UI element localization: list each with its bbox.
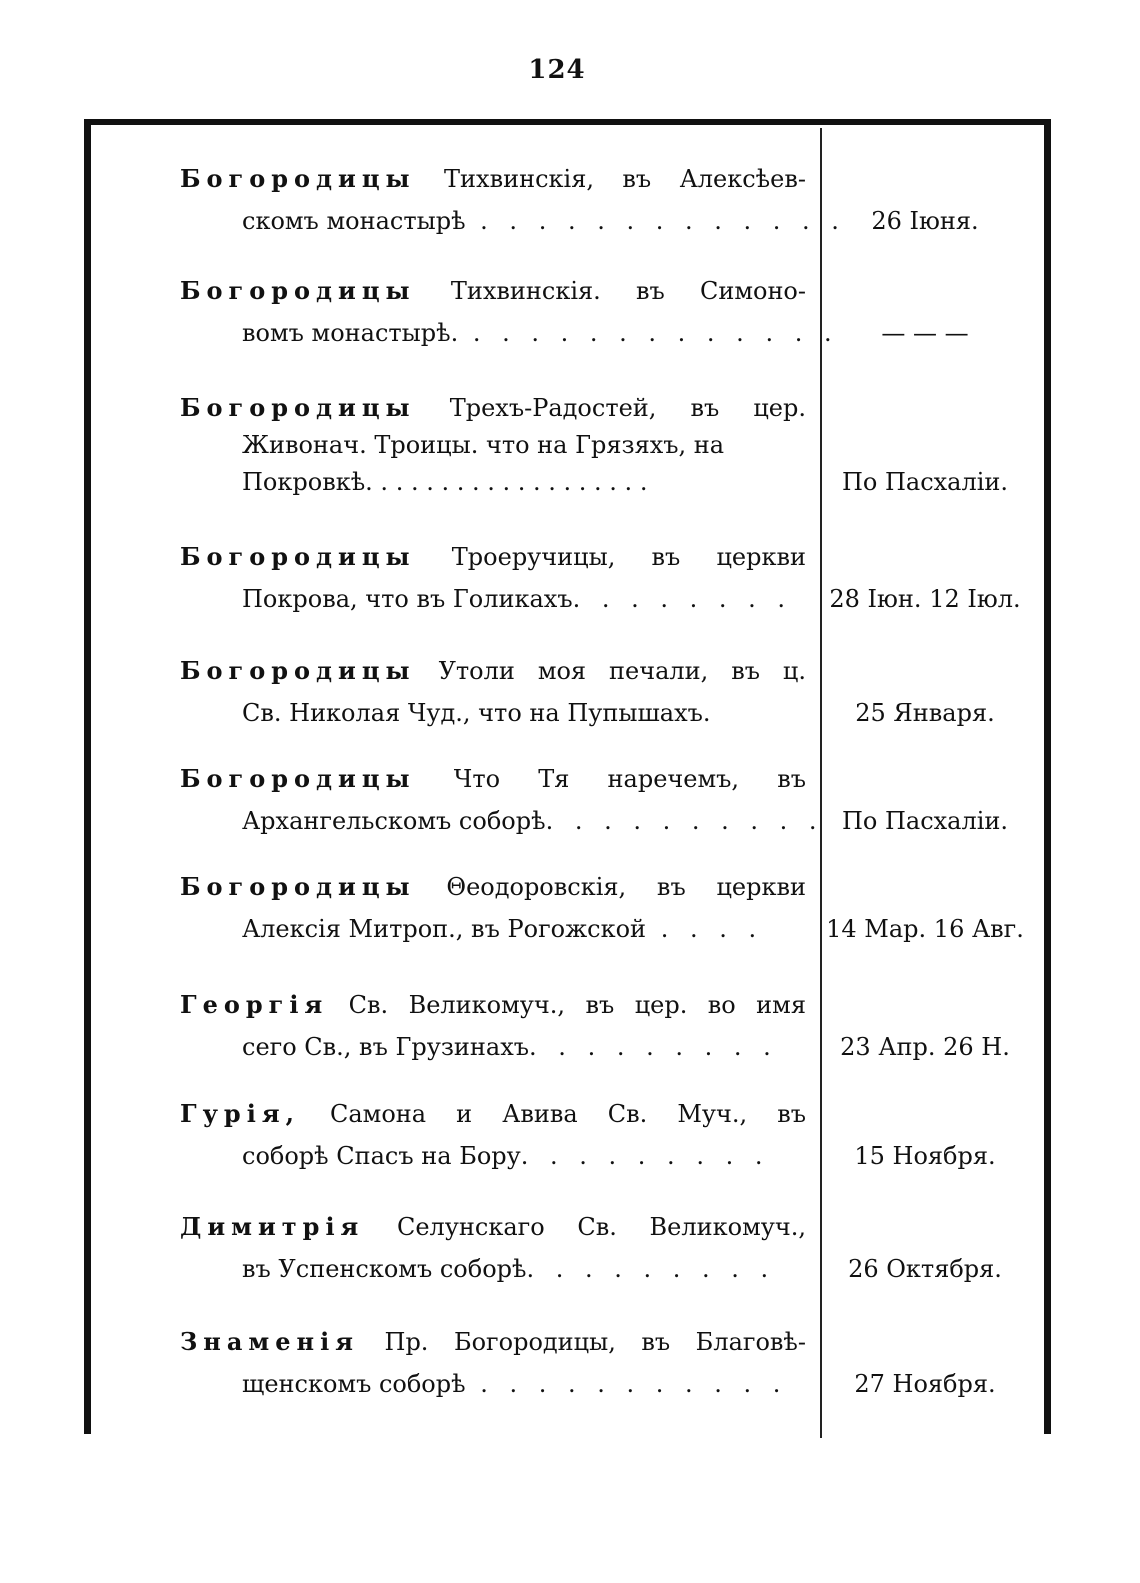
entry-continuation-line [180, 316, 839, 350]
entry-text: Троеручицы, въ церкви [451, 543, 806, 571]
entry-first-line [180, 654, 806, 688]
feast-date: 15 Ноября. [854, 1142, 996, 1170]
entry-first-line [180, 1210, 806, 1244]
entry-text: Тихвинскія. въ Симоно- [450, 277, 806, 305]
entry-text: Пр. Богородицы, въ Благовѣ- [384, 1328, 806, 1356]
entry-text: скомъ монастырѣ [242, 207, 466, 235]
entry-text: Алексія Митроп., въ Рогожской [242, 915, 647, 943]
entry-continuation-line [180, 1139, 806, 1173]
entry-headword: Богородицы [180, 656, 416, 685]
entry-text: Живонач. Троицы. что на Грязяхъ, на [242, 431, 725, 459]
feast-date: 23 Апр. 26 Н. [840, 1033, 1010, 1061]
entry-text: Трехъ-Радостей, въ цер. [449, 394, 806, 422]
entry-first-line [180, 988, 806, 1022]
feast-date: По Пасхаліи. [841, 807, 1009, 835]
entry-first-line [180, 540, 806, 574]
entry-first-line [180, 1097, 806, 1131]
entry-continuation-line [180, 465, 806, 499]
dot-leader: . . . . . . . . . . [545, 807, 824, 835]
entry-text: Что Тя наречемъ, въ [453, 765, 806, 793]
entry-continuation-line [180, 1252, 806, 1286]
entry-continuation-line [180, 428, 806, 462]
entry-headword: Богородицы [180, 276, 416, 305]
dot-leader: . . . . . . . . . . . . . [458, 319, 839, 347]
entry-text: Покрова, что въ Голикахъ [242, 585, 573, 613]
entry-continuation-line [180, 1367, 806, 1401]
entry-text: Св. Николая Чуд., что на Пупышахъ. [242, 699, 711, 727]
entry-text: Селунскаго Св. Великомуч., [396, 1213, 806, 1241]
feast-date: По Пасхаліи. [841, 468, 1009, 496]
entry-headword: Богородицы [180, 872, 416, 901]
dot-leader: . . . . [646, 915, 764, 943]
entry-first-line [180, 274, 806, 308]
entry-first-line [180, 162, 806, 196]
entry-first-line [180, 870, 806, 904]
entry-text: Архангельскомъ соборѣ [242, 807, 546, 835]
feast-date: 26 Октября. [848, 1255, 1002, 1283]
entry-continuation-line [180, 804, 824, 838]
entry-first-line [180, 1325, 806, 1359]
entry-continuation-line [180, 1030, 806, 1064]
feast-date: 27 Ноября. [854, 1370, 996, 1398]
entry-text: Θеодоровскія, въ церкви [446, 873, 806, 901]
entry-text: соборѣ Спасъ на Бору [242, 1142, 521, 1170]
page-number: 124 [528, 55, 586, 85]
entry-headword: Богородицы [180, 393, 416, 422]
dot-leader: . . . . . . . . . [529, 1033, 778, 1061]
dot-leader: . . . . . . . . [572, 585, 793, 613]
feast-date: 26 Іюня. [871, 207, 979, 235]
dot-leader: . . . . . . . . . . . . . [465, 207, 846, 235]
feast-date: 28 Іюн. 12 Іюл. [829, 585, 1021, 613]
entry-headword: Богородицы [180, 164, 416, 193]
entry-text: въ Успенскомъ соборѣ [242, 1255, 527, 1283]
feast-date: 14 Мар. 16 Авг. [826, 915, 1024, 943]
entry-text: сего Св., въ Грузинахъ [242, 1033, 530, 1061]
feast-date: — — — [881, 319, 969, 347]
dot-leader: . . . . . . . . . [526, 1255, 776, 1283]
entry-text: вомъ монастырѣ. [242, 319, 459, 347]
dot-leader: . . . . . . . . . [520, 1142, 770, 1170]
entry-continuation-line [180, 582, 806, 616]
entry-headword: Димитрія [180, 1212, 365, 1241]
entry-continuation-line [180, 204, 846, 238]
entry-first-line [180, 762, 806, 796]
feast-date: 25 Января. [855, 699, 995, 727]
entry-headword: Знаменія [180, 1327, 359, 1356]
entry-headword: Гурія, [180, 1099, 300, 1128]
entry-first-line [180, 391, 806, 425]
entry-continuation-line [180, 696, 806, 730]
entry-text: Тихвинскія, въ Алексѣев- [444, 165, 806, 193]
entry-headword: Богородицы [180, 542, 416, 571]
entry-text: щенскомъ соборѣ [242, 1370, 466, 1398]
dot-leader: . . . . . . . . . . . [465, 1370, 788, 1398]
frame-edge [1044, 1400, 1051, 1434]
entry-headword: Богородицы [180, 764, 416, 793]
entry-headword: Георгія [180, 990, 329, 1019]
entry-text: Покровкѣ. . . . . . . . . . . . . . . . . . . [242, 468, 648, 496]
entry-text: Св. Великомуч., въ цер. во имя [348, 991, 806, 1019]
entry-text: Утоли моя печали, въ ц. [438, 657, 806, 685]
entry-text: Самона и Авива Св. Муч., въ [329, 1100, 806, 1128]
entry-continuation-line [180, 912, 806, 946]
